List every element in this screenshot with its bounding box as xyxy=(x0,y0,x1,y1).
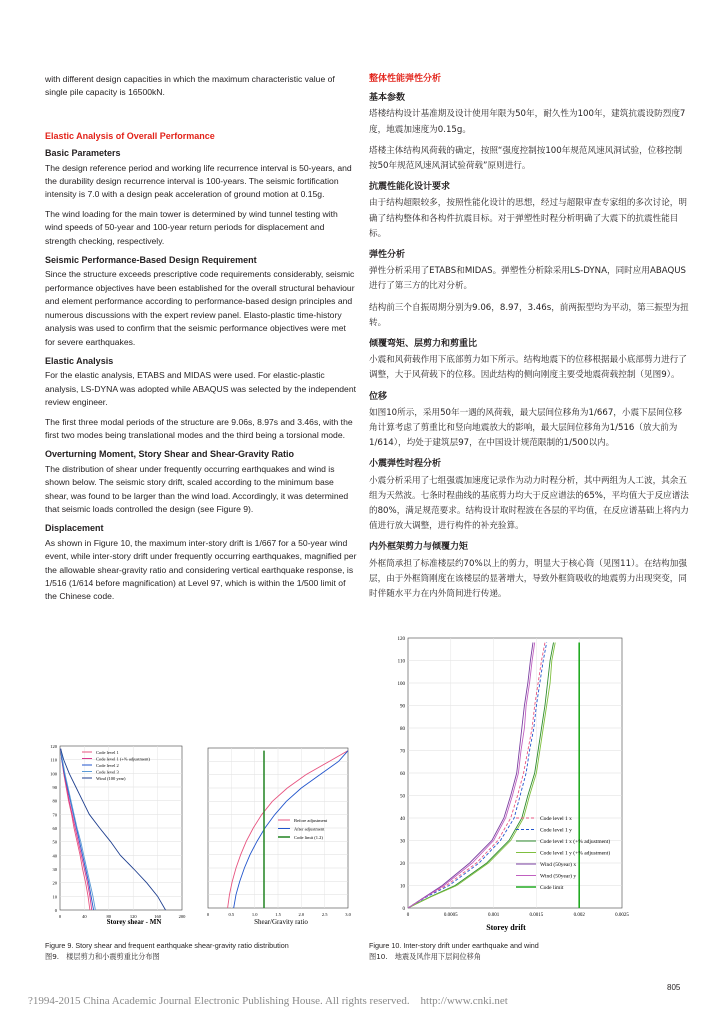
ot-p-en: The distribution of shear under frequently occurring earthquakes and wind is shown below. The seismic story drift, scaled according to the minimum base shear, was found to be larger than the wind load. Accordingly, it was determined that seismic loads controlled the design (see Figure 9). xyxy=(45,463,349,514)
elastic-title-en: Elastic Analysis xyxy=(45,355,114,366)
fig9a-legend-label: Wind (100 year) xyxy=(96,776,126,781)
elastic-title-zh: 弹性分析 xyxy=(369,250,406,261)
th-p-zh: 小震分析采用了七组强震加速度记录作为动力时程分析，其中两组为人工波，其余五组为天然波。七条时程曲线的基底剪力均大于反应谱法的65%，平均值大于反应谱法的80%，满足规范要求。结构设计取时程波在各层的平均值，在反应谱基础上将内力值进行放大调整，进行构件的补充验算。 xyxy=(369,475,689,532)
fig10-ytick-label: 50 xyxy=(400,794,405,800)
fig10-ytick-label: 20 xyxy=(400,862,405,867)
fig10-ytick-label: 120 xyxy=(397,637,405,642)
elastic-p2-en: The first three modal periods of the structure are 9.06s, 8.97s and 3.46s, with the first two modes being translational modes and the third being a torsional mode. xyxy=(45,416,353,440)
fig9-right-xlabel: Shear/Gravity ratio xyxy=(254,918,308,926)
basic-p1-zh: 塔楼结构设计基准期及设计使用年限为50年，耐久性为100年，建筑抗震设防烈度7度，地震加速度为0.15g。 xyxy=(369,109,686,135)
fig9b-legend-label: After adjustment xyxy=(294,826,325,832)
fig9a-ytick-label: 110 xyxy=(50,757,57,763)
fig9b-xtick-label: 0 xyxy=(206,912,210,917)
seismic-p-en: Since the structure exceeds prescriptive code requirements considerably, seismic performance objectives have been established for the overall structural behaviour and element performance according to performance-based design principles and numerous discussions with the expert review panel. Elasto-plastic time-history analysis was used to confirm that the seismic performance objectives were met for severe earthquakes. xyxy=(45,269,355,347)
elastic-p1-zh: 弹性分析采用了ETABS和MIDAS。弹塑性分析除采用LS-DYNA，同时应用ABAQUS进行了第三方的比对分析。 xyxy=(369,266,686,292)
fig9-caption-en: Figure 9. Story shear and frequent earthquake shear-gravity ratio distribution xyxy=(45,941,289,950)
fig9a-legend-label: Code level 2 xyxy=(96,763,119,768)
disp-title-zh: 位移 xyxy=(369,391,388,402)
fig9a-legend-label: Code level 1 xyxy=(96,750,119,755)
fig9a-ytick-label: 60 xyxy=(52,826,57,831)
section-title-en: Elastic Analysis of Overall Performance xyxy=(45,130,215,141)
frame-title-zh: 内外框架剪力与倾覆力矩 xyxy=(369,542,469,553)
chinese-column xyxy=(369,72,689,608)
fig9b-xtick-label: 2.0 xyxy=(298,912,305,917)
ot-p-zh: 小震和风荷载作用下底部剪力如下所示。结构地震下的位移根据最小底部剪力进行了调整，大于风荷载下的位移。因此结构的侧向刚度主要受地震荷载控制（见图9）。 xyxy=(369,355,687,381)
seismic-title-en: Seismic Performance-Based Design Requirement xyxy=(45,255,257,266)
fig10-series-line-1 xyxy=(408,643,547,909)
fig10-caption-zh: 图10. 地震及风作用下层间位移角 xyxy=(369,951,482,961)
fig9-caption-zh: 图9. 楼层剪力和小震剪重比分布图 xyxy=(45,951,160,961)
disp-p-zh: 如图10所示，采用50年一遇的风荷载，最大层间位移角为1/667，小震下层间位移角计算考虑了剪重比和竖向地震放大的影响，最大层间位移角为1/516（放大前为1/614），均处于建筑层97，在中国设计规范限制的1/500以内。 xyxy=(369,407,683,449)
fig10-ytick-label: 40 xyxy=(400,817,405,822)
fig10-ytick-label: 10 xyxy=(400,884,405,890)
fig9a-xtick-label: 120 xyxy=(129,914,137,919)
fig10-ytick-label: 80 xyxy=(400,727,405,732)
section-title-zh: 整体性能弹性分析 xyxy=(369,74,442,84)
fig9a-legend-label: Code level 3 xyxy=(96,769,119,775)
fig10-ytick-label: 0 xyxy=(402,907,405,912)
fig10-legend-label: Code limit xyxy=(540,885,564,891)
fig9a-ytick-label: 40 xyxy=(52,853,57,859)
seismic-title-zh: 抗震性能化设计要求 xyxy=(369,182,451,193)
fig9a-legend-label: Code level 1 (+% adjustment) xyxy=(96,756,151,762)
basic-p2-en: The wind loading for the main tower is determined by wind tunnel testing with wind speeds of 50-year and 100-year return periods for displacement and strength checking, respectively. xyxy=(45,208,338,246)
fig10-series-line-3 xyxy=(408,643,555,909)
fig9-shear-gravity-chart xyxy=(196,744,356,928)
ot-title-en: Overturning Moment, Story Shear and Shear-Gravity Ratio xyxy=(45,449,295,460)
fig9a-ytick-label: 10 xyxy=(52,894,57,900)
fig9a-series-line-1 xyxy=(61,749,92,910)
basic-p2-zh: 塔楼主体结构风荷载的确定，按照“强度控制按100年规范风速风洞试验，位移控制按50年规范风速风洞试验荷载”原则进行。 xyxy=(369,145,683,172)
fig10-xtick-label: 0.0025 xyxy=(615,913,629,918)
fig10-drift-chart xyxy=(388,632,638,937)
frame-p-zh: 外框筒承担了标准楼层约70%以上的剪力，明显大于核心筒（见图11）。在结构加强层，由于外框筒刚度在该楼层的显著增大，导致外框筒吸收的地震剪力出现突变，同时伴随水平力在内外筒间进行传递。 xyxy=(369,558,687,600)
fig9a-ytick-label: 50 xyxy=(52,839,57,845)
seismic-p-zh: 由于结构超限较多，按照性能化设计的思想，经过与超限审查专家组的多次讨论，明确了结构整体和各构件抗震目标。对于弹塑性时程分析明确了大震下的抗震性能目标。 xyxy=(369,198,687,239)
fig9-storey-shear-chart xyxy=(34,738,194,928)
fig10-series-line-0 xyxy=(408,643,545,909)
fig9a-ytick-label: 80 xyxy=(52,798,57,804)
fig10-ytick-label: 100 xyxy=(397,682,405,687)
fig10-legend-label: Wind (50year) y xyxy=(540,873,577,880)
elastic-p1-en: For the elastic analysis, ETABS and MIDAS were used. For elastic-plastic analysis, LS-DYNA was adopted while ABAQUS was selected by the independent review engineer. xyxy=(45,370,356,408)
fig9a-xtick-label: 80 xyxy=(106,914,112,919)
fig9b-legend-label: Before adjustment xyxy=(294,818,328,823)
elastic-p2-zh: 结构前三个自振周期分别为9.06，8.97，3.46s，前两振型均为平动，第三振型为扭转。 xyxy=(369,302,689,328)
fig10-xlabel: Storey drift xyxy=(486,923,526,932)
fig9b-series-line-1 xyxy=(234,751,348,908)
fig10-legend-label: Code level 1 x (+% adjustment) xyxy=(540,839,611,845)
fig9b-xtick-label: 2.5 xyxy=(321,912,328,917)
fig9b-series-line-0 xyxy=(228,751,348,908)
fig9b-legend-label: Code limit (1.2) xyxy=(294,835,323,840)
fig9a-ytick-label: 20 xyxy=(52,880,57,886)
fig9a-xtick-label: 40 xyxy=(82,914,87,919)
fig9a-xtick-label: 160 xyxy=(154,914,161,919)
fig9a-xtick-label: 0 xyxy=(58,914,62,919)
fig9a-ytick-label: 120 xyxy=(50,744,57,749)
ot-title-zh: 倾覆弯矩、层剪力和剪重比 xyxy=(369,339,478,350)
fig9a-ytick-label: 30 xyxy=(52,867,57,872)
disp-title-en: Displacement xyxy=(45,523,104,534)
fig10-ytick-label: 60 xyxy=(400,772,405,777)
fig9a-ytick-label: 90 xyxy=(52,785,57,790)
fig10-legend-label: Code level 1 x xyxy=(540,816,572,822)
fig10-ytick-label: 90 xyxy=(400,704,405,710)
fig10-legend-label: Code level 1 y (+% adjustment) xyxy=(540,850,611,857)
fig10-legend-label: Wind (50year) x xyxy=(540,862,577,868)
fig9b-xtick-label: 1.0 xyxy=(251,912,258,917)
basic-p1-en: The design reference period and working life recurrence interval is 50-years, and the durability design recurrence interval is 100-years. The seismic fortification intensity is 7.0 with a design peak acceleration of ground motion at 0.15g. xyxy=(45,162,352,200)
basic-title-zh: 基本参数 xyxy=(369,93,406,104)
fig10-series-line-4 xyxy=(408,643,533,909)
fig9a-xtick-label: 200 xyxy=(178,914,186,919)
fig10-xtick-label: 0.002 xyxy=(573,913,585,918)
fig10-legend-label: Code level 1 y xyxy=(540,827,572,834)
page-number: 805 xyxy=(667,983,681,992)
fig10-xtick-label: 0.001 xyxy=(487,913,500,918)
fig10-ytick-label: 70 xyxy=(400,749,405,755)
fig9b-xtick-label: 3.0 xyxy=(345,912,351,917)
fig9a-ytick-label: 0 xyxy=(54,908,57,913)
fig10-caption xyxy=(369,941,689,962)
fig9-caption xyxy=(45,941,360,962)
fig10-ytick-label: 30 xyxy=(400,839,405,845)
fig9a-ytick-label: 70 xyxy=(52,812,57,818)
fig9b-xtick-label: 1.5 xyxy=(275,912,281,917)
basic-title-en: Basic Parameters xyxy=(45,148,121,159)
fig9a-series-line-3 xyxy=(61,749,96,910)
fig10-ytick-label: 110 xyxy=(397,659,405,665)
fig10-xtick-label: 0.0005 xyxy=(443,913,458,918)
fig10-xtick-label: 0 xyxy=(406,913,410,918)
disp-p-en: As shown in Figure 10, the maximum inter-story drift is 1/667 for a 50-year wind event, while inter-story drift under frequently occurring earthquakes, magnified per the allowable shear-gravity ratio and considering vertical earthquake response, is 1/516 (1/614 before magnification) at Level 97, which is within the 1/500 limit of the Chinese code. xyxy=(45,537,357,602)
fig9-left-xlabel: Storey shear - MN xyxy=(106,918,162,926)
fig10-xtick-label: 0.0015 xyxy=(529,913,544,918)
fig9b-xtick-label: 0.5 xyxy=(228,912,235,917)
intro-paragraph: with different design capacities in which the maximum characteristic value of single pile capacity is 16500kN. xyxy=(45,74,335,98)
english-column xyxy=(45,73,357,610)
copyright-footer: ?1994-2015 China Academic Journal Electronic Publishing House. All rights reserved. http://www.cnki.net xyxy=(28,995,508,1007)
fig10-caption-en: Figure 10. Inter-story drift under earthquake and wind xyxy=(369,941,539,950)
th-title-zh: 小震弹性时程分析 xyxy=(369,459,442,470)
fig9a-ytick-label: 100 xyxy=(50,771,57,777)
